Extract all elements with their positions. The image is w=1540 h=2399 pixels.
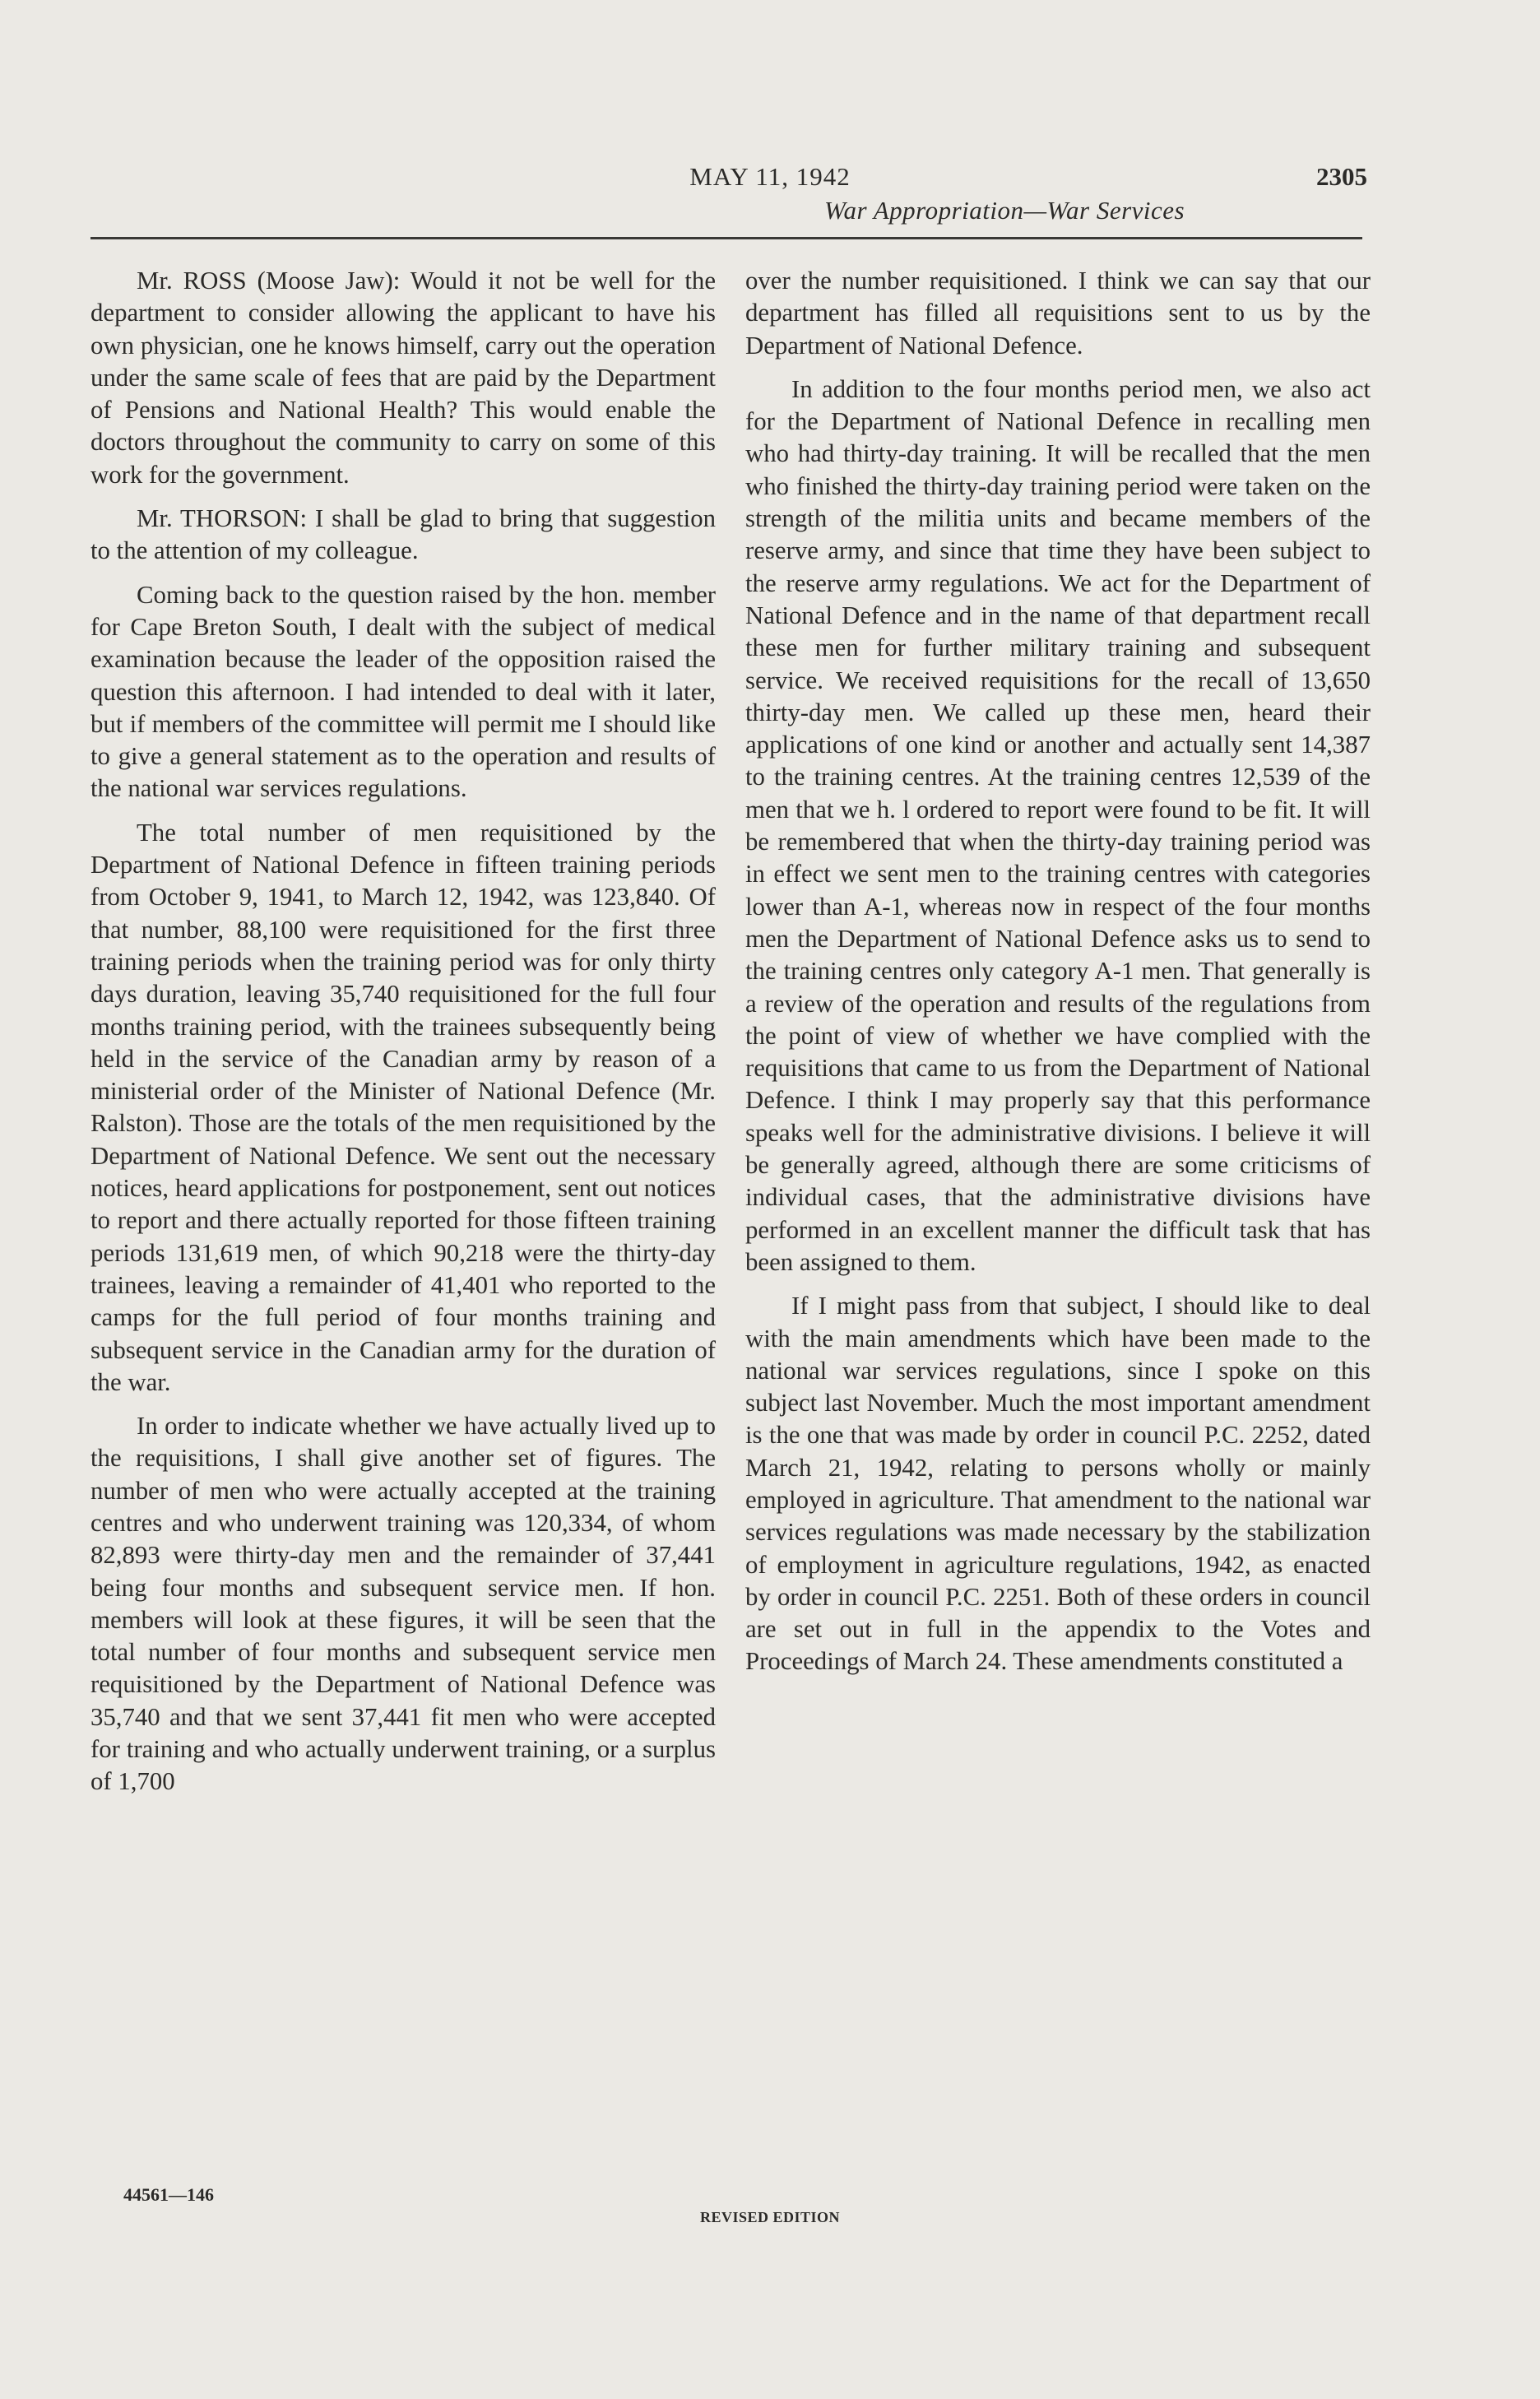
- paragraph-thorson-reply: Mr. THORSON: I shall be glad to bring that suggestion to the attention of my colleague.: [90, 504, 716, 565]
- footer-edition: REVISED EDITION: [699, 2209, 841, 2225]
- paragraph-amendments: If I might pass from that subject, I should like to deal with the main amendments which have been made to the national war services regulations, since I spoke on this subject last November. Much the most important amendment is the one that was made by order in council P.C. 2252, dated March 21, 1942, relating to persons wholly or mainly employed in agriculture. That amendment to the national war services regulations was made necessary by the stabilization of employment in agriculture regulations, 1942, as enacted by order in council P.C. 2251. Both of these orders in council are set out in full in the appendix to the Votes and Proceedings of March 24. These amendments constituted a: [745, 1292, 1371, 1676]
- paragraph-medical-examination: Coming back to the question raised by the hon. member for Cape Breton South, I dealt with the subject of medical examination because the leader of the opposition raised the question this afternoon. I had intended to deal with it later, but if members of the committee will permit me I should like to give a general statement as to the operation and results of the national war services regulations.: [90, 580, 716, 803]
- paragraph-requisition-totals: The total number of men requisitioned by the Department of National Defence in fifteen training periods from October 9, 1941, to March 12, 1942, was 123,840. Of that number, 88,100 were requisitioned for the first three training periods when the training period was for only thirty days duration, leaving 35,740 requisitioned for the full four months training period, with the trainees subsequently being held in the service of the Canadian army by reason of a ministerial order of the Minister of National Defence (Mr. Ralston). Those are the totals of the men requisitioned by the Department of National Defence. We sent out the necessary notices, heard applications for postponement, sent out notices to report and there actually reported for those fifteen training periods 131,619 men, of which 90,218 were the thirty-day trainees, leaving a remainder of 41,401 who reported to the camps for the full period of four months training and subsequent service in the Canadian army for the duration of the war.: [90, 818, 716, 1396]
- paragraph-ross: Mr. ROSS (Moose Jaw): Would it not be well for the department to consider allowing the applicant to have his own physician, one he knows himself, carry out the operation under the same scale of fees that are paid by the Department of Pensions and National Health? This would enable the doctors throughout the community to carry on some of this work for the government.: [90, 267, 716, 489]
- header-subtitle: War Appropriation—War Services: [824, 196, 1185, 225]
- paragraph-continuation: over the number requisitioned. I think we can say that our department has filled all requisitions sent to us by the Department of National Defence.: [745, 267, 1371, 360]
- header-rule: [90, 237, 1362, 239]
- paragraph-accepted-figures: In order to indicate whether we have actually lived up to the requisitions, I shall give another set of figures. The number of men who were actually accepted at the training centres and who underwent training was 120,334, of whom 82,893 were thirty-day men and the remainder of 37,441 being four months and subsequent service men. If hon. members will look at these figures, it will be seen that the total number of four months and subsequent service men requisitioned by the Department of National Defence was 35,740 and that we sent 37,441 fit men who were accepted for training and who actually underwent training, or a surplus of 1,700: [90, 1412, 716, 1796]
- paragraph-thirty-day-recall: In addition to the four months period men, we also act for the Department of National Defence in recalling men who had thirty-day training. It will be recalled that the men who finished the thirty-day training period were taken on the strength of the militia units and became members of the reserve army, and since that time they have been subject to the reserve army regulations. We act for the Department of National Defence and in the name of that department recall these men for further military training and subsequent service. We received requisitions for the recall of 13,650 thirty-day men. We called up these men, heard their applications of one kind or another and actually sent 14,387 to the training centres. At the training centres 12,539 of the men that we h. l ordered to report were found to be fit. It will be remembered that when the thirty-day training period was in effect we sent men to the training centres with categories lower than A-1, whereas now in respect of the four months men the Department of National Defence asks us to send to the training centres only category A-1 men. That generally is a review of the operation and results of the regulations from the point of view of whether we have complied with the requisitions that came to us from the Department of National Defence. I think I may properly say that this performance speaks well for the administrative divisions. I believe it will be generally agreed, although there are some criticisms of individual cases, that the administrative divisions have performed in an excellent manner the difficult task that has been assigned to them.: [745, 374, 1371, 1276]
- page-number: 2305: [1316, 162, 1367, 191]
- left-column: [90, 265, 716, 1798]
- right-column: [745, 265, 1371, 1678]
- footer-code: 44561—146: [123, 2184, 214, 2205]
- header-date: MAY 11, 1942: [689, 162, 851, 191]
